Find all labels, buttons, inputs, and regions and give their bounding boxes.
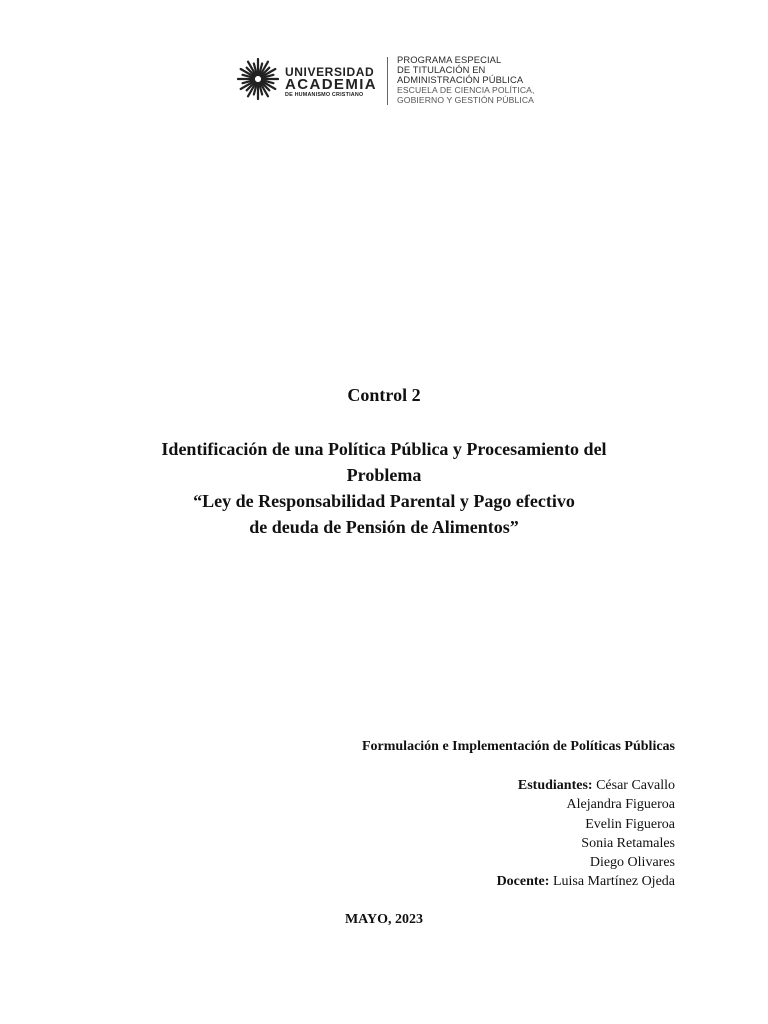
program-line: DE TITULACIÓN EN [397,64,486,75]
subtitle-line: “Ley de Responsabilidad Parental y Pago efectivo [193,491,575,511]
subtitle-line: de deuda de Pensión de Alimentos” [249,517,519,537]
university-name [285,66,377,99]
header-divider [387,57,388,105]
student-name: Evelin Figueroa [585,816,675,832]
program-line: PROGRAMA ESPECIAL [397,54,502,65]
student-name: Sonia Retamales [581,835,675,851]
brand-line-2: ACADEMIA [285,76,378,93]
program-text [397,55,534,105]
course-name: Formulación e Implementación de Políticas Públicas [361,739,675,754]
student-name: Diego Olivares [589,855,675,871]
school-line: ESCUELA DE CIENCIA POLÍTICA, [397,85,535,95]
subtitle-line: Identificación de una Política Pública y Procesamiento del [161,439,607,459]
students-label: Estudiantes: [517,778,593,793]
brand-line-1: UNIVERSIDAD [285,65,375,79]
students-line [497,776,675,795]
teacher-name: Luisa Martínez Ojeda [552,874,675,890]
document-subtitle [0,436,768,540]
author-list [497,776,675,892]
document-date: MAYO, 2023 [344,912,424,927]
document-title: Control 2 [347,385,421,405]
teacher-label: Docente: [496,874,550,890]
subtitle-line: Problema [346,465,422,485]
university-header [237,54,537,110]
sunburst-icon [237,58,279,100]
student-name: Alejandra Figueroa [566,797,675,813]
school-line: GOBIERNO Y GESTIÓN PÚBLICA [397,95,534,105]
brand-line-3: DE HUMANISMO CRISTIANO [285,92,364,98]
teacher-line [497,872,675,891]
program-line: ADMINISTRACIÓN PÚBLICA [397,74,524,85]
student-name: César Cavallo [596,778,675,793]
